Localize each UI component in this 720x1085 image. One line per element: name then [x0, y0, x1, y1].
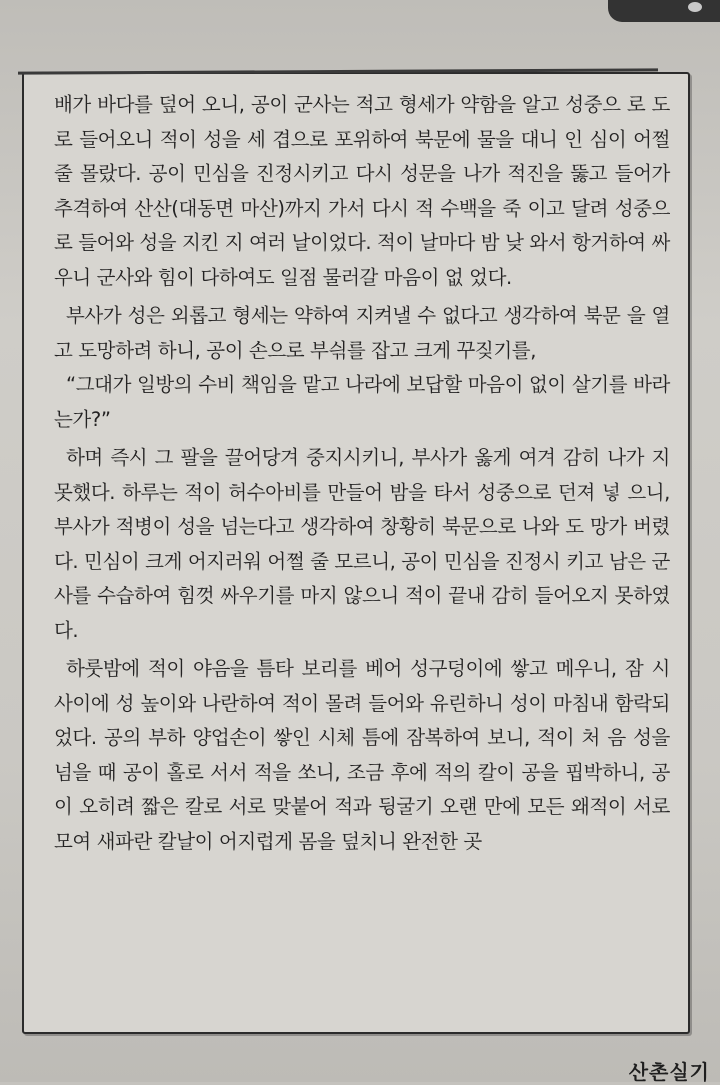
corner-dot-icon	[688, 2, 702, 12]
text-line: 하룻밤에 적이 야음을 틈타 보리를 베어 성구덩이에 쌓고 메우니, 잠	[66, 657, 644, 680]
text-line: 바라는가?”	[54, 373, 670, 431]
page-corner-tab	[608, 0, 720, 22]
text-line: 낮 와서 항거하여 싸우니 군사와 힘이 다하여도 일점 물러갈 마음이 없	[54, 231, 670, 289]
text-line: 심이 어쩔 줄 몰랐다. 공이 민심을 진정시키고 다시 성문을 나가 적진을	[54, 127, 670, 185]
book-title-label: 산촌실기	[628, 1060, 710, 1084]
text-line: 음 성을 넘을 때 공이 홀로 서서 적을 쏘니, 조금 후에 적의 칼이 공을	[54, 726, 670, 784]
text-line: 부사가 성은 외롭고 형세는 약하여 지켜낼 수 없다고 생각하여 북문	[66, 304, 621, 327]
text-line: “그대가 일방의 수비 책임을 맡고 나라에 보답할 마음이 없이 살기를	[66, 373, 628, 396]
text-line: 키고 남은 군사를 수습하여 힘껏 싸우기를 마지 않으니 적이 끝내 감히	[54, 549, 670, 607]
text-line: 하며 즉시 그 팔을 끌어당겨 중지시키니, 부사가 옳게 여겨 감히 나가	[66, 446, 645, 469]
text-frame	[22, 72, 690, 1034]
paragraph-4	[54, 652, 670, 859]
text-line: 함락되었다. 공의 부하 양업손이 쌓인 시체 틈에 잠복하여 보니, 적이 처	[54, 691, 670, 749]
text-line: 핍박하니, 공이 오히려 짧은 칼로 서로 맞붙어 적과 뒹굴기 오랜 만에	[54, 760, 670, 818]
paragraph-1	[54, 88, 670, 295]
text-line: 이고 달려 성중으로 들어와 성을 지킨 지 여러 날이었다. 적이 날마다 밤	[54, 196, 670, 254]
text-line: 망가 버렸다. 민심이 크게 어지러워 어쩔 줄 모르니, 공이 민심을 진정시	[54, 515, 670, 573]
text-line: 지 못했다. 하루는 적이 허수아비를 만들어 밤을 타서 성중으로 던져 넣	[54, 446, 670, 504]
text-line: 모든 왜적이 서로 모여 새파란 칼날이 어지럽게 몸을 덮치니 완전한 곳	[54, 795, 670, 853]
text-line: 로 도로 들어오니 적이 성을 세 겹으로 포위하여 북문에 물을 대니 인	[54, 93, 670, 151]
text-line: 시 사이에 성 높이와 나란하여 적이 몰려 들어와 유린하니 성이 마침내	[54, 657, 670, 715]
paragraph-3	[54, 441, 670, 648]
text-line: 었다.	[469, 265, 512, 289]
text-line: 배가 바다를 덮어 오니, 공이 군사는 적고 형세가 약함을 알고 성중으	[54, 93, 621, 116]
paragraph-2	[54, 299, 670, 368]
body-text	[54, 88, 670, 859]
text-line: 으니, 부사가 적병이 성을 넘는다고 생각하여 창황히 북문으로 나와 도	[54, 480, 670, 538]
text-line: 들어오지 못하였다.	[54, 584, 670, 642]
text-line: 뚫고 들어가 추격하여 산산(대동면 마산)까지 가서 다시 적 수백을 죽	[54, 162, 670, 220]
text-line: 을 열고 도망하려 하니, 공이 손으로 부싂를 잡고 크게 꾸짖기를,	[54, 304, 670, 362]
paragraph-quote	[54, 368, 670, 437]
